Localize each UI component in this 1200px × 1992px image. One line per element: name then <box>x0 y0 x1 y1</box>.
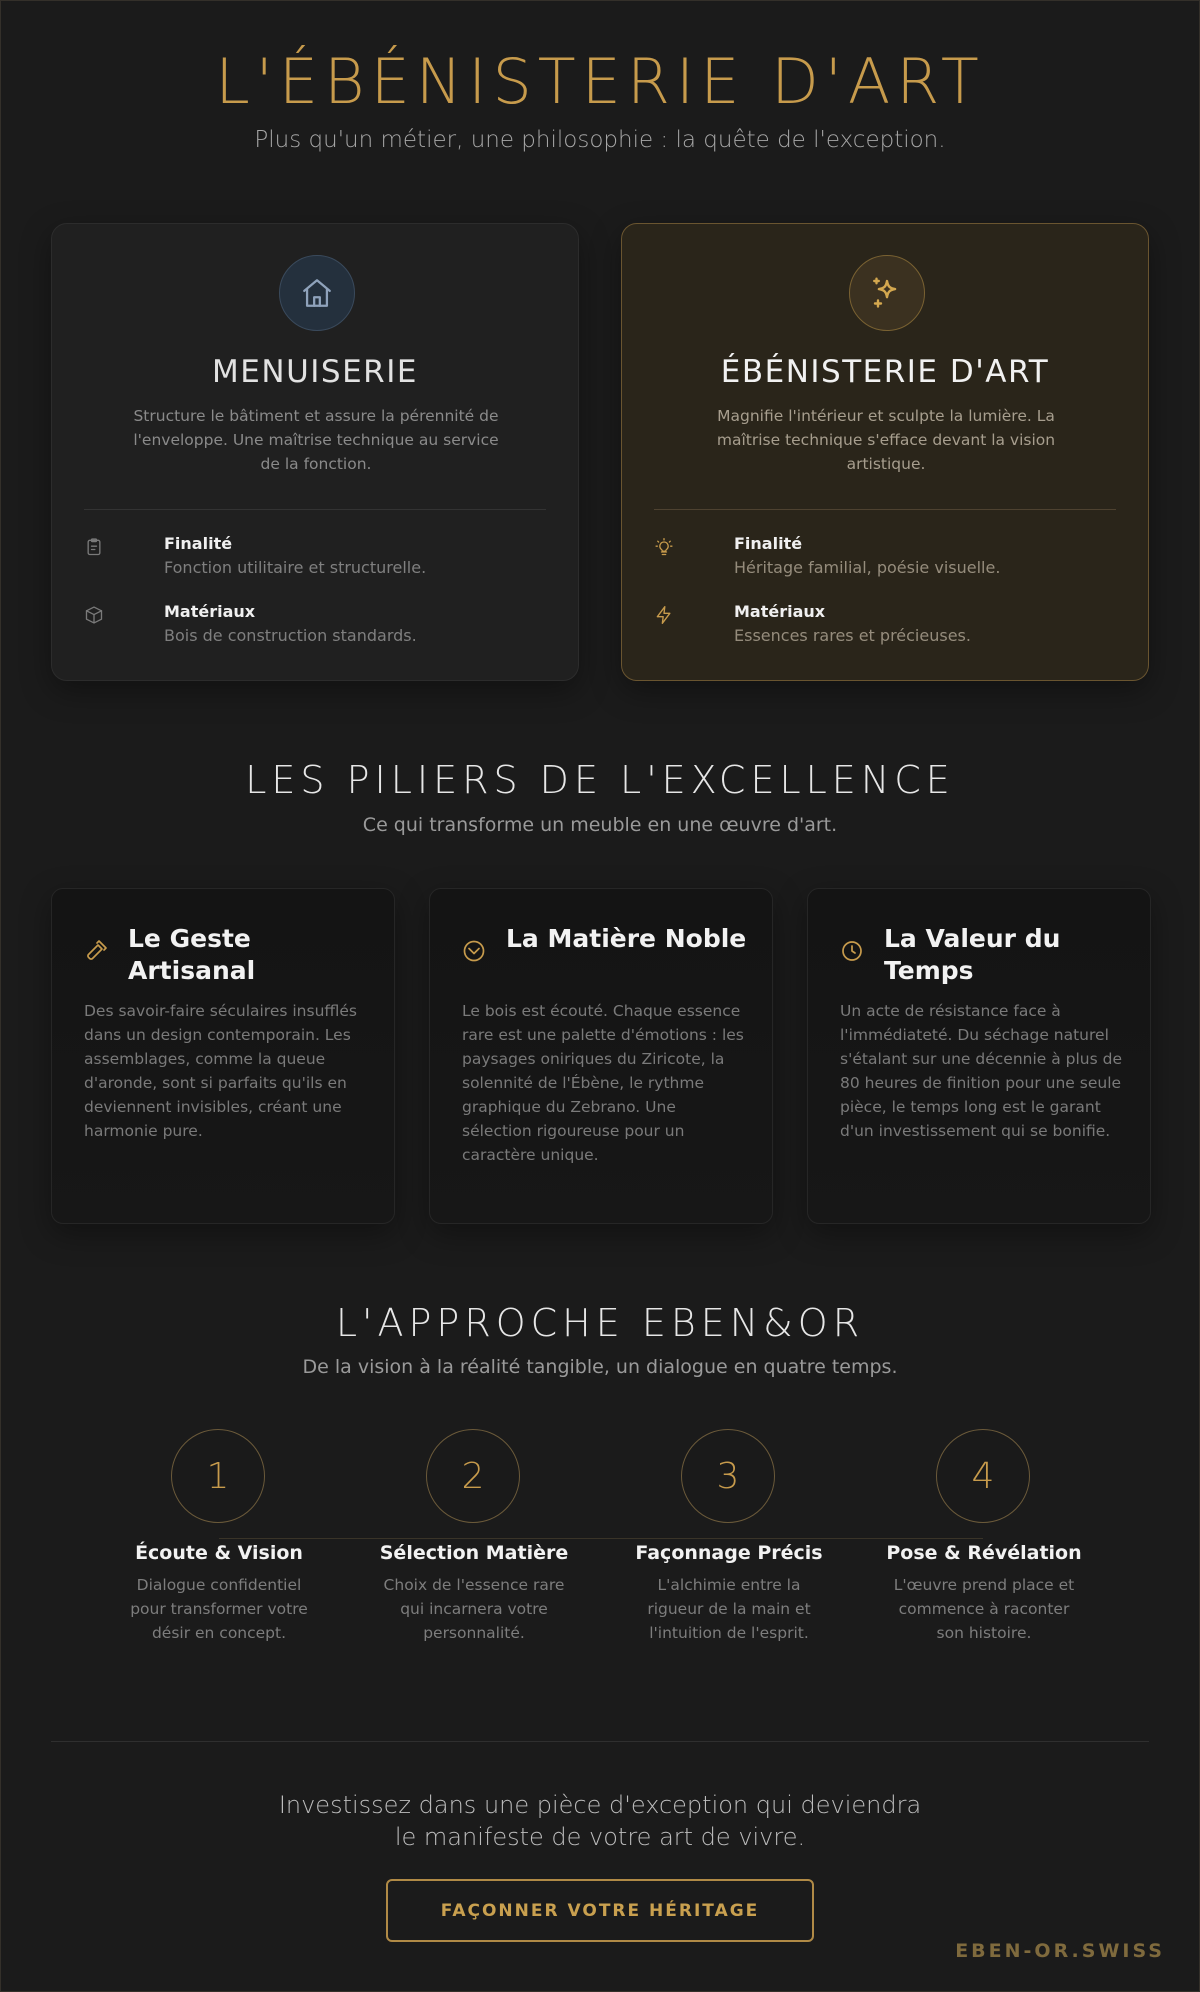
pillar-card-geste <box>51 888 395 1224</box>
bolt-icon <box>654 605 676 627</box>
steps-connector <box>219 1538 983 1539</box>
card-row-finalite <box>654 534 1116 584</box>
footer-divider <box>51 1741 1149 1742</box>
cta-line-1: Investissez dans une pièce d'exception qui deviendra <box>278 1791 922 1819</box>
home-icon <box>279 255 355 331</box>
pillar-text: Un acte de résistance face à l'immédiateté. Du séchage naturel s'étalant sur une décennie à plus de 80 heures de finition pour une seule pièce, le temps long est le garant d'un investissement qui se bonifie. <box>840 1002 1123 1140</box>
step-text: Dialogue confidentiel pour transformer votre désir en concept. <box>130 1576 308 1642</box>
step-text: L'alchimie entre la rigueur de la main et l'intuition de l'esprit. <box>647 1576 811 1642</box>
row-label: Finalité <box>164 534 233 553</box>
step-number: 2 <box>426 1429 520 1523</box>
pillar-title: La Matière Noble <box>506 924 747 953</box>
pillars-title: LES PILIERS DE L'EXCELLENCE <box>245 758 955 802</box>
hammer-icon <box>84 939 108 963</box>
box-icon <box>84 605 106 627</box>
pillar-title: Le Geste Artisanal <box>128 924 256 985</box>
lightbulb-icon <box>654 537 676 559</box>
row-value: Héritage familial, poésie visuelle. <box>734 558 1001 577</box>
sparkles-icon <box>849 255 925 331</box>
card-title: MENUISERIE <box>212 354 418 390</box>
pillar-card-matiere <box>429 888 773 1224</box>
step-number: 1 <box>171 1429 265 1523</box>
clipboard-icon <box>84 537 106 559</box>
step-text: Choix de l'essence rare qui incarnera votre personnalité. <box>383 1576 565 1642</box>
row-label: Matériaux <box>734 602 826 621</box>
approach-subtitle: De la vision à la réalité tangible, un dialogue en quatre temps. <box>302 1356 898 1378</box>
comparison-card-menuiserie <box>51 223 579 681</box>
pillar-text: Des savoir-faire séculaires insufflés dans un design contemporain. Les assemblages, comme la queue d'aronde, sont si parfaits qu'ils en deviennent invisibles, créant une harmonie pure. <box>84 1002 358 1140</box>
divider <box>84 509 546 510</box>
card-description: Structure le bâtiment et assure la pérennité de l'enveloppe. Une maîtrise technique au service de la fonction. <box>133 407 499 473</box>
pillar-card-temps <box>807 888 1151 1224</box>
cta-line-2: le manifeste de votre art de vivre. <box>394 1823 806 1851</box>
clock-icon <box>840 939 864 963</box>
cta-text <box>1 1789 1199 1853</box>
page-subtitle: Plus qu'un métier, une philosophie : la quête de l'exception. <box>254 127 946 153</box>
card-description: Magnifie l'intérieur et sculpte la lumière. La maîtrise technique s'efface devant la vision artistique. <box>716 407 1056 473</box>
cta-button[interactable]: FAÇONNER VOTRE HÉRITAGE <box>386 1879 814 1942</box>
brand-mark: EBEN-OR.SWISS <box>955 1940 1165 1962</box>
pillar-title: La Valeur du Temps <box>884 924 1061 985</box>
page-title: L'ÉBÉNISTERIE D'ART <box>215 45 985 118</box>
card-row-finalite <box>84 534 546 584</box>
step-title: Façonnage Précis <box>635 1542 823 1564</box>
row-label: Matériaux <box>164 602 256 621</box>
comparison-card-ebenisterie <box>621 223 1149 681</box>
row-value: Essences rares et précieuses. <box>734 626 971 645</box>
step-number: 3 <box>681 1429 775 1523</box>
step-title: Pose & Révélation <box>886 1542 1082 1564</box>
divider <box>654 509 1116 510</box>
card-row-materiaux <box>654 602 1116 652</box>
row-value: Fonction utilitaire et structurelle. <box>164 558 427 577</box>
step-text: L'œuvre prend place et commence à raconter son histoire. <box>893 1576 1075 1642</box>
approach-title: L'APPROCHE EBEN&OR <box>335 1301 865 1345</box>
step-title: Sélection Matière <box>379 1542 569 1564</box>
card-title: ÉBÉNISTERIE D'ART <box>720 354 1050 390</box>
gem-icon <box>462 939 486 963</box>
step-number: 4 <box>936 1429 1030 1523</box>
row-label: Finalité <box>734 534 803 553</box>
pillar-text: Le bois est écouté. Chaque essence rare est une palette d'émotions : les paysages oniriques du Ziricote, la solennité de l'Ébène, le rythme graphique du Zebrano. Une sélection rigoureuse pour un caractère unique. <box>462 1002 744 1164</box>
row-value: Bois de construction standards. <box>164 626 417 645</box>
step-title: Écoute & Vision <box>135 1542 303 1564</box>
pillars-subtitle: Ce qui transforme un meuble en une œuvre d'art. <box>362 814 838 836</box>
card-row-materiaux <box>84 602 546 652</box>
